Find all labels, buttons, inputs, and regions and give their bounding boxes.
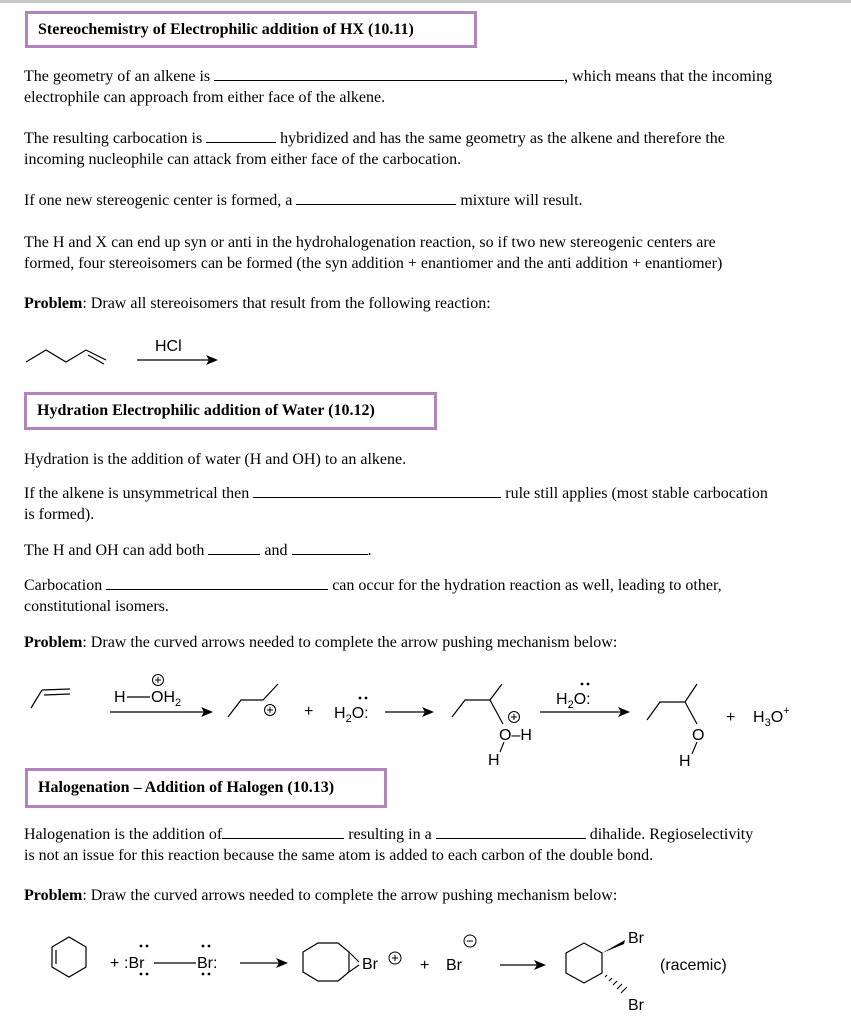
- svg-text::Br: :Br: [124, 955, 145, 972]
- halogenation-problem: Problem: Draw the curved arrows needed to complete the arrow pushing mechanism below:: [24, 887, 618, 904]
- section-title-text: Stereochemistry of Electrophilic addition of HX (10.11): [38, 20, 414, 38]
- hydration-paragraph-2: If the alkene is unsymmetrical then rule still applies (most stable carbocation is formed).: [24, 485, 768, 523]
- svg-text:H2O:: $H_2O$:: [334, 705, 369, 725]
- svg-text:O: O: [692, 727, 705, 744]
- svg-text:H: H: [114, 689, 126, 706]
- stereo-paragraph-3: If one new stereogenic center is formed, a mixture will result.: [24, 192, 583, 209]
- svg-text:Br: Br: [628, 930, 644, 947]
- top-border: [0, 0, 851, 3]
- fill-in-blank[interactable]: [106, 575, 328, 590]
- hydronium-reagent: [114, 675, 181, 710]
- svg-text:H: H: [679, 753, 691, 770]
- alkene-skeleton: [26, 350, 106, 362]
- fill-in-blank[interactable]: [206, 128, 276, 143]
- fill-in-blank[interactable]: [292, 540, 368, 555]
- svg-text:Br: Br: [446, 957, 462, 974]
- carbocation-structure: [228, 684, 278, 717]
- stereo-paragraph-2: The resulting carbocation is hybridized and has the same geometry as the alkene and therefore the incoming nucleophile can attack from either face of the carbocation.: [24, 130, 725, 168]
- plus-sign: +: [110, 955, 120, 972]
- bromine-molecule: [124, 945, 217, 976]
- water-reagent-2: [556, 683, 591, 711]
- fill-in-blank[interactable]: [214, 66, 564, 81]
- hydration-paragraph-1: Hydration is the addition of water (H and OH) to an alkene.: [24, 451, 407, 468]
- fill-in-blank[interactable]: [208, 540, 260, 555]
- fill-in-blank[interactable]: [436, 824, 586, 839]
- fill-in-blank[interactable]: [253, 483, 501, 498]
- svg-text:Br: Br: [628, 997, 644, 1014]
- halogenation-mechanism: [0, 918, 851, 1024]
- stereo-paragraph-1: The geometry of an alkene is , which means that the incoming electrophile can approach from either face of the alkene.: [24, 68, 773, 106]
- svg-text:O–H: O–H: [499, 727, 532, 744]
- stereo-paragraph-4: The H and X can end up syn or anti in the hydrohalogenation reaction, so if two new stereogenic centers are formed, four stereoisomers can be formed (the syn addition + enantiomer and the anti addition + enantiomer): [24, 234, 723, 272]
- plus-sign: +: [420, 957, 430, 974]
- svg-text:H2O:: $H_2O$:: [556, 691, 591, 711]
- water-molecule: [334, 697, 369, 725]
- hydration-mechanism: [0, 662, 851, 772]
- hcl-reaction-scheme: [20, 328, 240, 378]
- section-title-text: Hydration Electrophilic addition of Water (10.12): [37, 402, 375, 419]
- hydration-paragraph-4: Carbocation can occur for the hydration reaction as well, leading to other, constitutional isomers.: [24, 577, 722, 615]
- fill-in-blank[interactable]: [222, 824, 344, 839]
- bromonium-ion: [303, 943, 401, 981]
- alcohol-product: [647, 684, 704, 770]
- svg-text:OH2: $OH_2$: [151, 689, 182, 709]
- svg-text:Br: Br: [362, 956, 378, 973]
- section-title-hydration: [24, 392, 437, 430]
- section-title-stereochemistry: [25, 11, 477, 48]
- halogenation-paragraph-1: Halogenation is the addition of resulting in a dihalide. Regioselectivity is not an issue for this reaction because the same atom is added to each carbon of the double bond.: [24, 826, 754, 864]
- svg-text:Br:: Br:: [197, 955, 218, 972]
- bromide-anion: [446, 935, 476, 974]
- oxonium-intermediate: [452, 684, 532, 769]
- cyclohexene-structure: [52, 937, 86, 977]
- plus-sign: +: [304, 703, 314, 720]
- racemic-label: (racemic): [660, 957, 727, 974]
- svg-text:H: H: [488, 752, 500, 769]
- hydronium-product: $H_3O^+$: [753, 705, 790, 729]
- propene-structure: [31, 689, 70, 708]
- fill-in-blank[interactable]: [296, 190, 456, 205]
- section-title-halogenation: [25, 768, 387, 808]
- plus-sign: +: [726, 709, 736, 726]
- section-title-text: Halogenation – Addition of Halogen (10.13): [38, 779, 335, 796]
- dibromocyclohexane-product: [566, 930, 645, 1014]
- reagent-hcl: HCl: [155, 338, 182, 355]
- hydration-paragraph-3: The H and OH can add both and .: [24, 542, 372, 559]
- hydration-problem: Problem: Draw the curved arrows needed to complete the arrow pushing mechanism below:: [24, 634, 618, 651]
- stereo-problem: Problem: Draw all stereoisomers that result from the following reaction:: [24, 295, 491, 312]
